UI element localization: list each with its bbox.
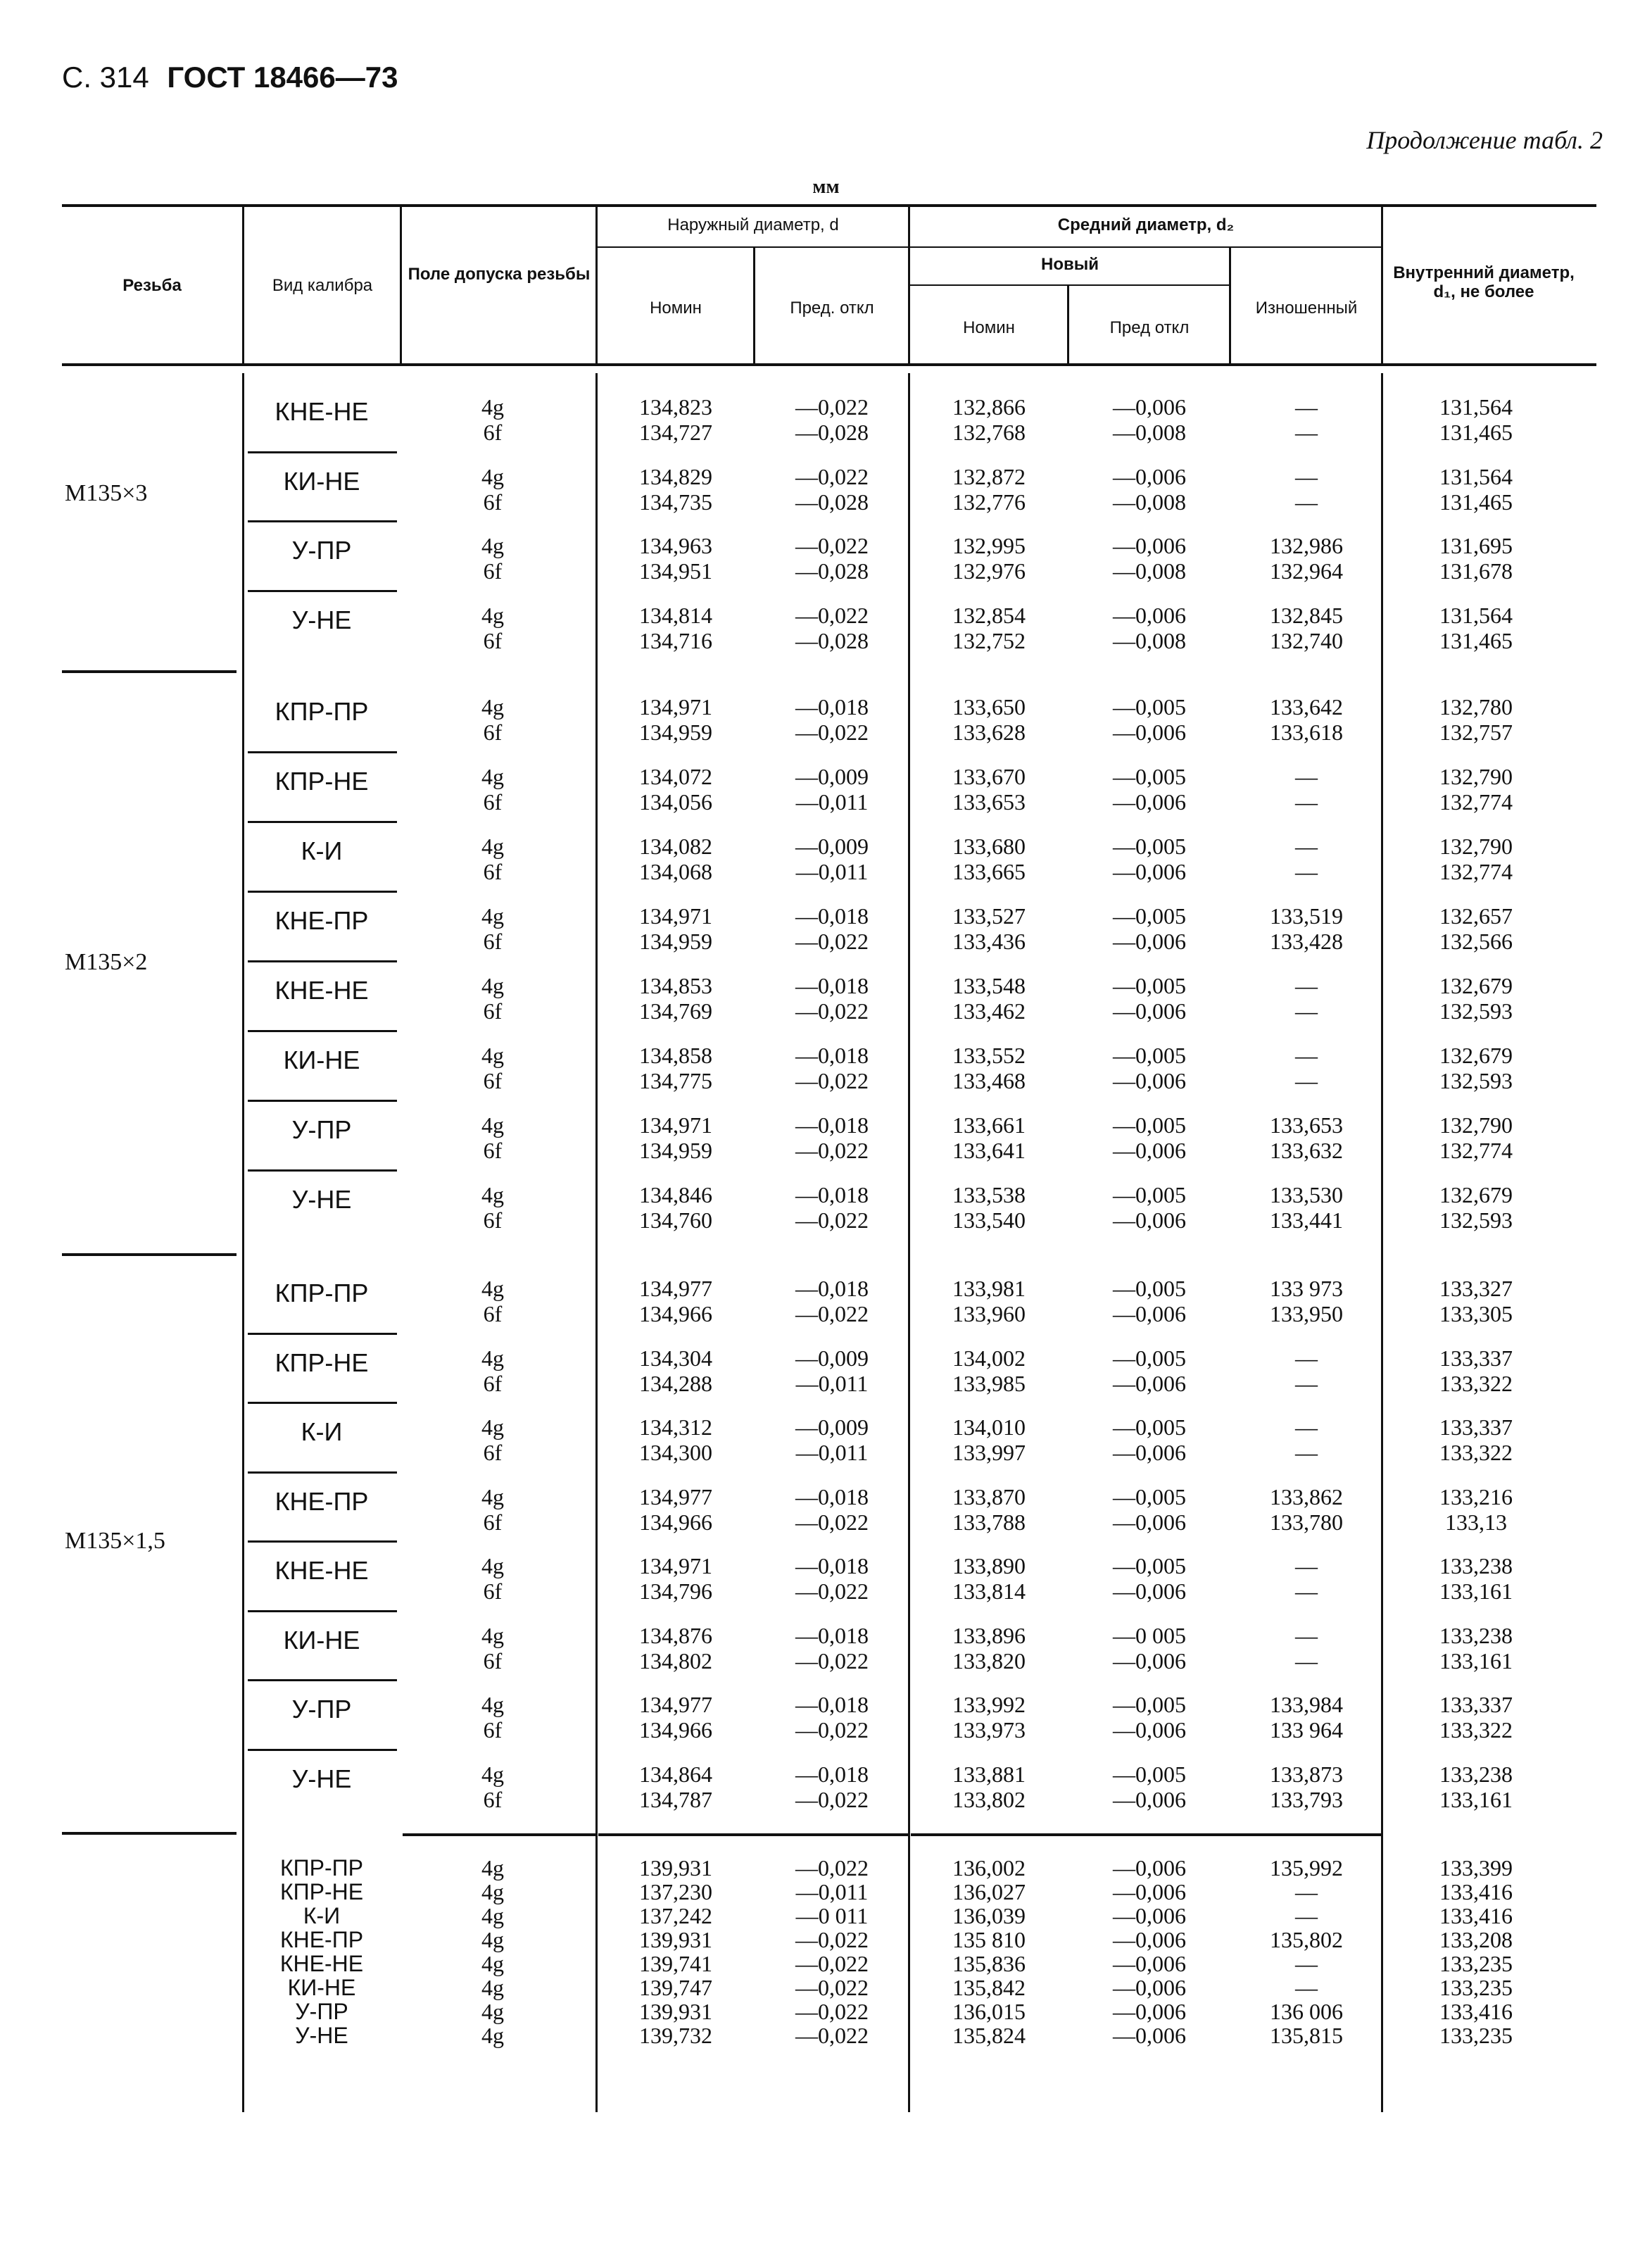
mean-nominal-cell: 133,992 133,973: [952, 1692, 1026, 1743]
page-header: [62, 61, 398, 94]
tolerance-cell: 4g 6f: [481, 1483, 504, 1535]
outer-nominal-cell: 134,846 134,760: [639, 1182, 712, 1233]
worn-cell: — —: [1295, 1622, 1318, 1674]
mean-nominal-cell: 132,872 132,776: [952, 463, 1026, 515]
outer-nominal-cell: 134,312 134,300: [639, 1414, 712, 1465]
thread-label: М135×3: [65, 480, 148, 506]
gauge-type: К-И: [301, 1417, 343, 1446]
worn-cell: 133,519 133,428: [1270, 903, 1343, 954]
header-bottom-rule: [62, 363, 1596, 366]
outer-deviation-cell: —0,018 —0,022: [795, 1553, 869, 1604]
outer-nominal-cell: 139,931 137,230 137,242 139,931 139,741 139,747 139,931 139,732: [639, 1855, 712, 2048]
mean-nominal-cell: 133,548 133,462: [952, 973, 1026, 1024]
header-rule: [908, 246, 1381, 248]
mean-deviation-cell: —0,005 —0,006: [1113, 1553, 1186, 1604]
gauge-type: У-ПР: [291, 1115, 352, 1144]
inner-cell: 133,327 133,305: [1439, 1276, 1513, 1326]
tolerance-cell: 4g 6f: [481, 1112, 504, 1163]
outer-deviation-cell: —0,022 —0,028: [795, 533, 869, 584]
worn-cell: — —: [1295, 1043, 1318, 1093]
gauge-type: КНЕ-НЕ: [275, 397, 369, 426]
mean-deviation-cell: —0,005 —0,006: [1113, 903, 1186, 954]
mean-deviation-cell: —0,005 —0,006: [1113, 694, 1186, 745]
gauge-separator: [248, 1402, 397, 1404]
tolerance-cell: 4g 6f: [481, 1414, 504, 1465]
continuation-label: Продолжение табл. 2: [1366, 126, 1603, 154]
header-divider: [1381, 204, 1383, 363]
tolerance-cell: 4g 6f: [481, 1622, 504, 1674]
inner-cell: 132,790 132,774: [1439, 834, 1513, 884]
mean-nominal-cell: 136,002 136,027 136,039 135 810 135,836 135,842 136,015 135,824: [952, 1855, 1026, 2048]
mean-deviation-cell: —0,006 —0,008: [1113, 463, 1186, 515]
worn-cell: — —: [1295, 1345, 1318, 1396]
worn-cell: 133,530 133,441: [1270, 1182, 1343, 1233]
outer-nominal-cell: 134,814 134,716: [639, 602, 712, 653]
outer-deviation-cell: —0,009 —0,011: [795, 764, 869, 815]
outer-nominal-cell: 134,977 134,966: [639, 1483, 712, 1535]
mean-deviation-cell: —0,006 —0,006 —0,006 —0,006 —0,006 —0,006 —0,006 —0,006: [1113, 1855, 1186, 2048]
inner-cell: 132,657 132,566: [1439, 903, 1513, 954]
worn-cell: — —: [1295, 1414, 1318, 1465]
inner-cell: 133,337 133,322: [1439, 1345, 1513, 1396]
header-divider: [1067, 284, 1069, 363]
outer-nominal-cell: 134,971 134,959: [639, 1112, 712, 1163]
inner-cell: 133,238 133,161: [1439, 1761, 1513, 1812]
group-separator: [62, 670, 237, 673]
inner-cell: 132,679 132,593: [1439, 1182, 1513, 1233]
outer-deviation-cell: —0,018 —0,022: [795, 1112, 869, 1163]
gauge-type: КИ-НЕ: [283, 1625, 360, 1655]
outer-nominal-cell: 134,977 134,966: [639, 1276, 712, 1326]
body-divider: [1381, 373, 1383, 2112]
outer-deviation-cell: —0,009 —0,011: [795, 834, 869, 884]
outer-nominal-cell: 134,963 134,951: [639, 533, 712, 584]
outer-deviation-cell: —0,018 —0,022: [795, 1692, 869, 1743]
mean-deviation-cell: —0,005 —0,006: [1113, 1345, 1186, 1396]
inner-cell: 132,679 132,593: [1439, 973, 1513, 1024]
inner-cell: 133,399 133,416 133,416 133,208 133,235 133,235 133,416 133,235: [1439, 1855, 1513, 2048]
outer-nominal-cell: 134,971 134,959: [639, 903, 712, 954]
body-divider: [908, 373, 910, 2112]
gauge-separator: [248, 1471, 397, 1474]
inner-cell: 132,679 132,593: [1439, 1043, 1513, 1093]
group-separator: [598, 1833, 908, 1836]
tolerance-cell: 4g 6f: [481, 1761, 504, 1812]
outer-nominal-cell: 134,971 134,959: [639, 694, 712, 745]
units-label: мм: [812, 176, 840, 198]
mean-deviation-cell: —0,005 —0,006: [1113, 973, 1186, 1024]
outer-nominal-cell: 134,876 134,802: [639, 1622, 712, 1674]
mean-deviation-cell: —0 005 —0,006: [1113, 1622, 1186, 1674]
worn-cell: — —: [1295, 834, 1318, 884]
mean-nominal-cell: 132,854 132,752: [952, 602, 1026, 653]
gauge-type: У-ПР: [291, 1695, 352, 1724]
outer-deviation-cell: —0,022 —0,028: [795, 602, 869, 653]
mean-deviation-cell: —0,005 —0,006: [1113, 1692, 1186, 1743]
gauge-type: У-НЕ: [291, 1185, 352, 1214]
gauge-separator: [248, 520, 397, 522]
inner-cell: 131,564 131,465: [1439, 394, 1513, 445]
mean-deviation-cell: —0,006 —0,008: [1113, 533, 1186, 584]
gauge-separator: [248, 960, 397, 962]
outer-deviation-cell: —0,018 —0,022: [795, 1761, 869, 1812]
outer-deviation-cell: —0,018 —0,022: [795, 1043, 869, 1093]
col-mean-nom: Номин: [963, 318, 1015, 337]
inner-cell: 131,564 131,465: [1439, 463, 1513, 515]
tolerance-cell: 4g 4g 4g 4g 4g 4g 4g 4g: [481, 1855, 504, 2048]
outer-nominal-cell: 134,072 134,056: [639, 764, 712, 815]
mean-nominal-cell: 134,010 133,997: [952, 1414, 1026, 1465]
gauge-separator: [248, 1749, 397, 1751]
mean-nominal-cell: 133,661 133,641: [952, 1112, 1026, 1163]
body-divider: [595, 373, 598, 2112]
gauge-separator: [248, 451, 397, 453]
worn-cell: 133,984 133 964: [1270, 1692, 1343, 1743]
gauge-type: КПР-НЕ: [275, 767, 369, 796]
mean-nominal-cell: 133,670 133,653: [952, 764, 1026, 815]
outer-deviation-cell: —0,018 —0,022: [795, 903, 869, 954]
worn-cell: — —: [1295, 394, 1318, 445]
outer-deviation-cell: —0,018 —0,022: [795, 973, 869, 1024]
gauge-type: К-И: [301, 836, 343, 865]
gauge-type: КНЕ-ПР: [275, 906, 369, 935]
worn-cell: 133,642 133,618: [1270, 694, 1343, 745]
col-inner: Внутренний диаметр, d₁, не более: [1393, 263, 1575, 301]
tolerance-cell: 4g 6f: [481, 764, 504, 815]
header-divider: [400, 204, 402, 363]
tolerance-cell: 4g 6f: [481, 394, 504, 445]
mean-nominal-cell: 133,527 133,436: [952, 903, 1026, 954]
tolerance-cell: 4g 6f: [481, 1692, 504, 1743]
outer-deviation-cell: —0,018 —0,022: [795, 1182, 869, 1233]
gauge-separator: [248, 1030, 397, 1032]
mean-nominal-cell: 133,650 133,628: [952, 694, 1026, 745]
col-tolerance: Поле допуска резьбы: [408, 265, 591, 284]
col-gauge: Вид калибра: [272, 276, 373, 295]
gauge-type: КНЕ-НЕ: [275, 1556, 369, 1585]
outer-deviation-cell: —0,018 —0,022: [795, 694, 869, 745]
inner-cell: 133,337 133,322: [1439, 1692, 1513, 1743]
mean-nominal-cell: 133,981 133,960: [952, 1276, 1026, 1326]
outer-nominal-cell: 134,864 134,787: [639, 1761, 712, 1812]
header-divider: [595, 204, 598, 363]
header-divider: [908, 204, 910, 363]
mean-nominal-cell: 133,896 133,820: [952, 1622, 1026, 1674]
gauge-type: КПР-ПР: [275, 1279, 369, 1307]
worn-cell: 135,992 — — 135,802 — — 136 006 135,815: [1270, 1855, 1343, 2048]
worn-cell: 132,986 132,964: [1270, 533, 1343, 584]
outer-deviation-cell: —0,022 —0,028: [795, 394, 869, 445]
header-divider: [242, 204, 244, 363]
group-separator: [62, 1832, 237, 1835]
tolerance-cell: 4g 6f: [481, 694, 504, 745]
col-outer: Наружный диаметр, d: [667, 215, 839, 234]
col-thread: Резьба: [122, 276, 182, 295]
col-worn: Изношенный: [1255, 299, 1358, 318]
gauge-separator: [248, 821, 397, 823]
header-divider: [753, 246, 755, 363]
group-separator: [62, 1253, 237, 1256]
outer-nominal-cell: 134,977 134,966: [639, 1692, 712, 1743]
worn-cell: — —: [1295, 973, 1318, 1024]
inner-cell: 132,780 132,757: [1439, 694, 1513, 745]
outer-deviation-cell: —0,009 —0,011: [795, 1345, 869, 1396]
gauge-type: У-НЕ: [291, 1764, 352, 1793]
worn-cell: — —: [1295, 764, 1318, 815]
mean-deviation-cell: —0,006 —0,008: [1113, 394, 1186, 445]
gauge-separator: [248, 1169, 397, 1172]
mean-nominal-cell: 133,538 133,540: [952, 1182, 1026, 1233]
mean-deviation-cell: —0,006 —0,008: [1113, 602, 1186, 653]
gauge-separator: [248, 1333, 397, 1335]
tolerance-cell: 4g 6f: [481, 1276, 504, 1326]
tolerance-cell: 4g 6f: [481, 903, 504, 954]
worn-cell: — —: [1295, 1553, 1318, 1604]
outer-deviation-cell: —0,022 —0,011 —0 011 —0,022 —0,022 —0,022 —0,022 —0,022: [795, 1855, 869, 2048]
gauge-type: КНЕ-НЕ: [275, 976, 369, 1005]
tolerance-cell: 4g 6f: [481, 463, 504, 515]
mean-nominal-cell: 133,552 133,468: [952, 1043, 1026, 1093]
outer-deviation-cell: —0,018 —0,022: [795, 1276, 869, 1326]
gauge-type: У-ПР: [291, 536, 352, 565]
worn-cell: 132,845 132,740: [1270, 602, 1343, 653]
gauge-type: КПР-НЕ: [275, 1348, 369, 1377]
inner-cell: 133,238 133,161: [1439, 1622, 1513, 1674]
body-divider: [242, 373, 244, 2112]
gauge-type: КИ-НЕ: [283, 466, 360, 496]
thread-label: М135×1,5: [65, 1528, 165, 1554]
outer-deviation-cell: —0,009 —0,011: [795, 1414, 869, 1465]
gauge-separator: [248, 1610, 397, 1612]
mean-deviation-cell: —0,005 —0,006: [1113, 1761, 1186, 1812]
mean-deviation-cell: —0,005 —0,006: [1113, 1414, 1186, 1465]
outer-nominal-cell: 134,304 134,288: [639, 1345, 712, 1396]
col-mean-dev: Пред откл: [1109, 318, 1190, 337]
worn-cell: 133,862 133,780: [1270, 1483, 1343, 1535]
col-mean: Средний диаметр, d₂: [1057, 215, 1235, 234]
table-top-rule: [62, 204, 1596, 207]
gauge-type: КНЕ-ПР: [275, 1486, 369, 1516]
tolerance-cell: 4g 6f: [481, 1043, 504, 1093]
inner-cell: 133,238 133,161: [1439, 1553, 1513, 1604]
inner-cell: 133,216 133,13: [1439, 1483, 1513, 1535]
gauge-separator: [248, 1100, 397, 1102]
outer-nominal-cell: 134,858 134,775: [639, 1043, 712, 1093]
tolerance-cell: 4g 6f: [481, 973, 504, 1024]
standard-number: ГОСТ 18466—73: [167, 61, 398, 94]
header-divider: [1229, 246, 1231, 363]
worn-cell: 133,873 133,793: [1270, 1761, 1343, 1812]
outer-deviation-cell: —0,018 —0,022: [795, 1622, 869, 1674]
gauge-type: КИ-НЕ: [283, 1046, 360, 1074]
outer-nominal-cell: 134,823 134,727: [639, 394, 712, 445]
inner-cell: 133,337 133,322: [1439, 1414, 1513, 1465]
gauge-separator: [248, 1540, 397, 1543]
mean-nominal-cell: 134,002 133,985: [952, 1345, 1026, 1396]
group-separator: [403, 1833, 595, 1836]
outer-nominal-cell: 134,971 134,796: [639, 1553, 712, 1604]
mean-nominal-cell: 132,866 132,768: [952, 394, 1026, 445]
gauge-separator: [248, 891, 397, 893]
gauge-separator: [248, 751, 397, 753]
outer-deviation-cell: —0,022 —0,028: [795, 463, 869, 515]
col-new: Новый: [1041, 255, 1099, 274]
tolerance-cell: 4g 6f: [481, 1182, 504, 1233]
mean-deviation-cell: —0,005 —0,006: [1113, 764, 1186, 815]
inner-cell: 131,695 131,678: [1439, 533, 1513, 584]
group-separator: [911, 1833, 1381, 1836]
mean-deviation-cell: —0,005 —0,006: [1113, 1182, 1186, 1233]
gauge-list: КПР-ПР КПР-НЕ К-И КНЕ-ПР КНЕ-НЕ КИ-НЕ У-ПР У-НЕ: [279, 1855, 364, 2048]
mean-deviation-cell: —0,005 —0,006: [1113, 1112, 1186, 1163]
worn-cell: — —: [1295, 463, 1318, 515]
thread-label: М135×2: [65, 949, 148, 975]
mean-nominal-cell: 132,995 132,976: [952, 533, 1026, 584]
mean-nominal-cell: 133,870 133,788: [952, 1483, 1026, 1535]
worn-cell: 133 973 133,950: [1270, 1276, 1343, 1326]
outer-deviation-cell: —0,018 —0,022: [795, 1483, 869, 1535]
gauge-separator: [248, 1679, 397, 1681]
mean-deviation-cell: —0,005 —0,006: [1113, 1483, 1186, 1535]
mean-nominal-cell: 133,881 133,802: [952, 1761, 1026, 1812]
outer-nominal-cell: 134,853 134,769: [639, 973, 712, 1024]
mean-deviation-cell: —0,005 —0,006: [1113, 1276, 1186, 1326]
mean-nominal-cell: 133,890 133,814: [952, 1553, 1026, 1604]
inner-cell: 132,790 132,774: [1439, 1112, 1513, 1163]
mean-deviation-cell: —0,005 —0,006: [1113, 834, 1186, 884]
gauge-type: У-НЕ: [291, 605, 352, 634]
tolerance-cell: 4g 6f: [481, 533, 504, 584]
tolerance-cell: 4g 6f: [481, 834, 504, 884]
tolerance-cell: 4g 6f: [481, 1345, 504, 1396]
worn-cell: 133,653 133,632: [1270, 1112, 1343, 1163]
inner-cell: 132,790 132,774: [1439, 764, 1513, 815]
mean-nominal-cell: 133,680 133,665: [952, 834, 1026, 884]
inner-cell: 131,564 131,465: [1439, 602, 1513, 653]
col-outer-dev: Пред. откл: [790, 299, 874, 318]
gauge-separator: [248, 590, 397, 592]
col-outer-nom: Номин: [650, 299, 702, 318]
page-number: С. 314: [62, 61, 149, 94]
tolerance-cell: 4g 6f: [481, 1553, 504, 1604]
gauge-type: КПР-ПР: [275, 697, 369, 726]
outer-nominal-cell: 134,829 134,735: [639, 463, 712, 515]
outer-nominal-cell: 134,082 134,068: [639, 834, 712, 884]
header-rule: [595, 246, 919, 248]
mean-deviation-cell: —0,005 —0,006: [1113, 1043, 1186, 1093]
tolerance-cell: 4g 6f: [481, 602, 504, 653]
